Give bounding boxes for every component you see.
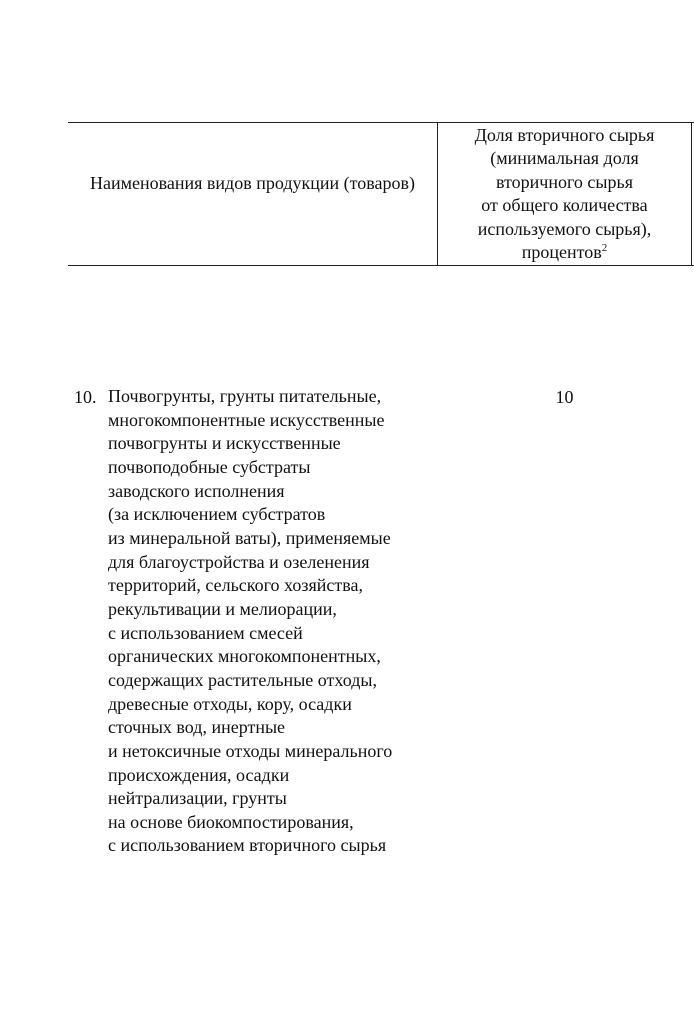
row-line: на основе биокомпостирования, — [108, 811, 354, 832]
footnote-marker: 2 — [601, 242, 608, 255]
header-line-last — [438, 241, 691, 264]
header-line: Доля вторичного сырья — [474, 125, 655, 145]
row-line: (за исключением субстратов — [108, 504, 326, 525]
row-line: для благоустройства и озеленения — [108, 551, 370, 572]
row-line: сточных вод, инертные — [108, 717, 286, 738]
header-line: вторичного сырья — [495, 171, 633, 192]
row-line: почвогрунты и искусственные — [108, 433, 341, 454]
row-number: 10. — [74, 387, 97, 407]
header-line: (минимальная доля — [490, 148, 639, 169]
row-line: с использованием вторичного сырья — [108, 835, 387, 856]
row-line: из минеральной ваты), применяемые — [108, 527, 391, 548]
row-line: почвоподобные субстраты — [108, 456, 311, 477]
row-line: с использованием смесей — [108, 622, 303, 643]
row-line: заводского исполнения — [108, 480, 285, 501]
row-line: Почвогрунты, грунты питательные, — [108, 386, 382, 406]
header-line: от общего количества — [481, 195, 648, 216]
row-line: органических многокомпонентных, — [108, 646, 381, 667]
row-share-value: 10 — [555, 387, 574, 407]
header-product-names: Наименования видов продукции (товаров) — [89, 173, 415, 193]
row-line: территорий, сельского хозяйства, — [108, 575, 363, 596]
row-line: содержащих растительные отходы, — [108, 669, 377, 690]
table-right-border — [691, 122, 692, 266]
header-secondary-share — [438, 124, 691, 264]
table-header-bottom-border — [68, 265, 694, 266]
row-line: и нетоксичные отходы минерального — [108, 740, 393, 761]
row-line: нейтрализации, грунты — [108, 788, 287, 809]
header-line-text: процентов — [521, 242, 602, 263]
row-line: происхождения, осадки — [108, 764, 290, 785]
row-line: рекультивации и мелиорации, — [108, 598, 337, 619]
header-line: используемого сырья), — [477, 218, 652, 239]
table-top-border — [68, 122, 694, 123]
row-description — [108, 385, 448, 858]
row-line: многокомпонентные искусственные — [108, 409, 385, 430]
row-line: древесные отходы, кору, осадки — [108, 693, 352, 714]
